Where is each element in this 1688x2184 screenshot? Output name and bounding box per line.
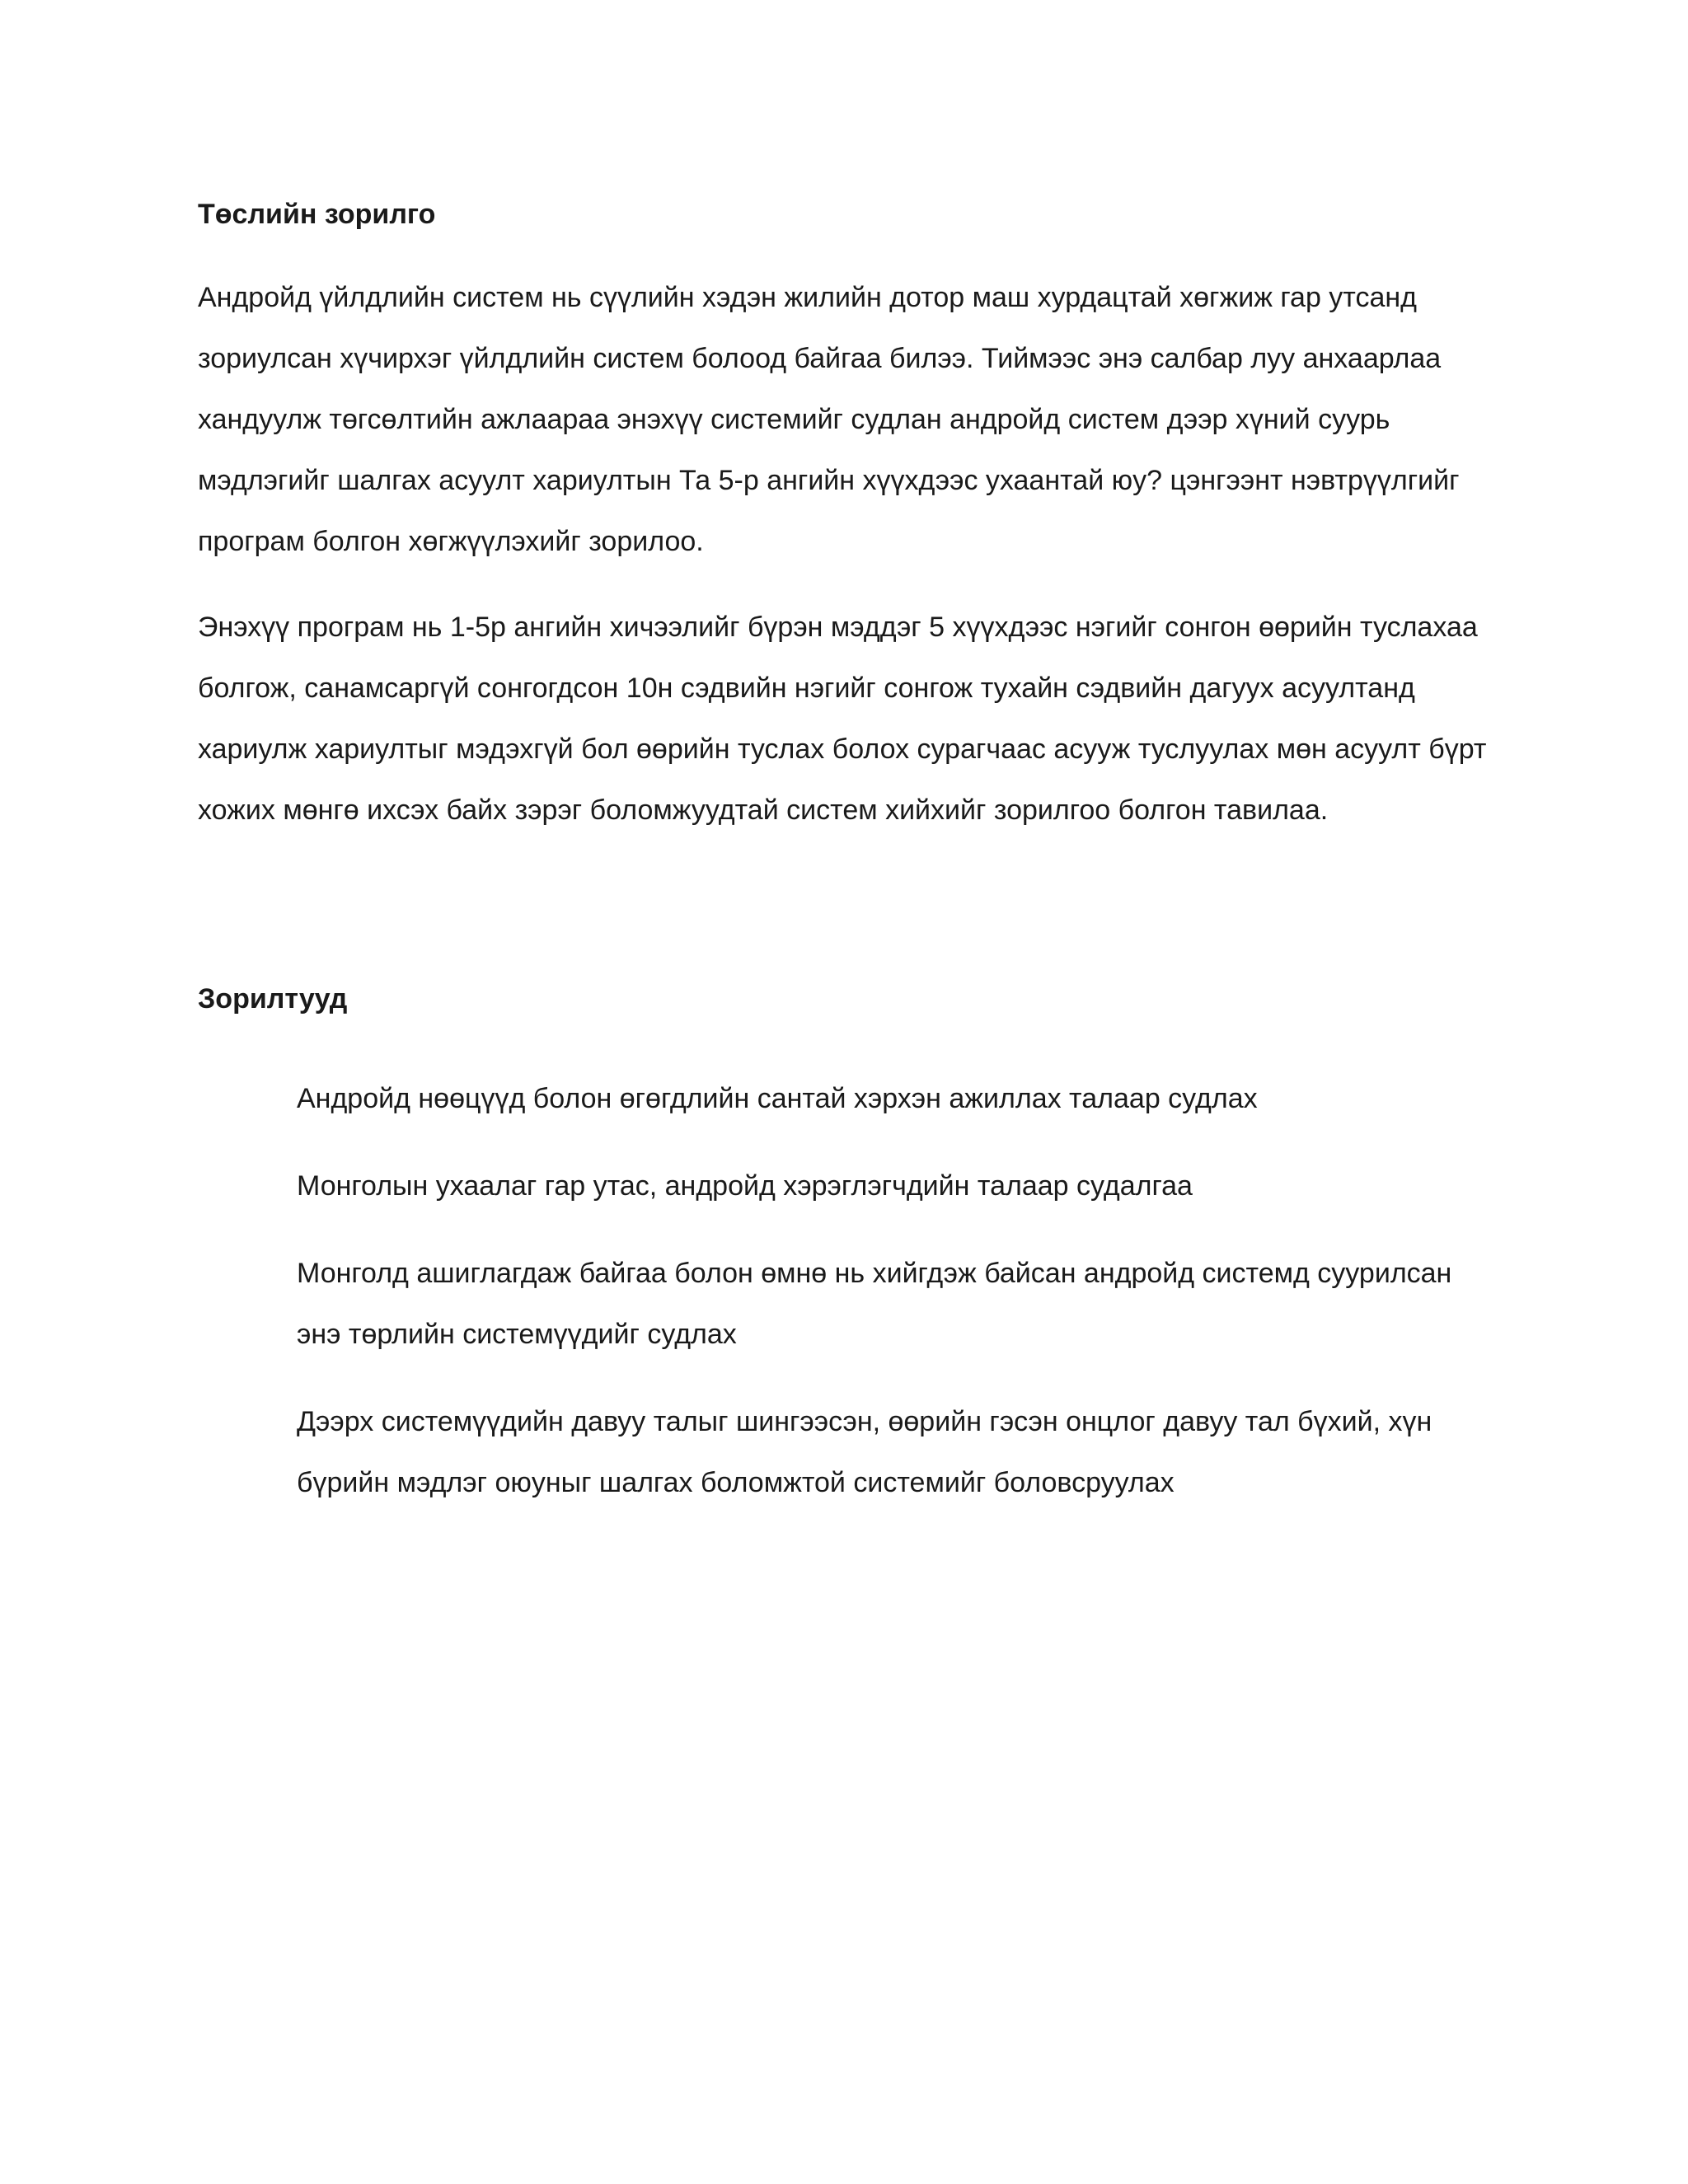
document-content: [198, 196, 1500, 1540]
paragraph-intro: Андройд үйлдлийн систем нь сүүлийн хэдэн жилийн дотор маш хурдацтай хөгжиж гар утсанд зориулсан хүчирхэг үйлдлийн систем болоод байгаа билээ. Тиймээс энэ салбар луу анхаарлаа хандуулж төгсөлтийн ажлаараа энэхүү системийг судлан андройд систем дээр хүний суурь мэдлэгийг шалгах асуулт хариултын Та 5-р ангийн хүүхдээс ухаантай юу? цэнгээнт нэвтрүүлгийг програм болгон хөгжүүлэхийг зорилоо.: [198, 282, 1460, 557]
paragraph-program-description: Энэхүү програм нь 1-5р ангийн хичээлийг бүрэн мэддэг 5 хүүхдээс нэгийг сонгон өөрийн туслахаа болгож, санамсаргүй сонгогдсон 10н сэдвийн нэгийг сонгож тухайн сэдвийн дагуух асуултанд хариулж хариултыг мэдэхгүй бол өөрийн туслах болох сурагчаас асууж туслуулах мөн асуулт бүрт хожих мөнгө ихсэх байх зэрэг боломжуудтай систем хийхийг зорилгоо болгон тавилаа.: [198, 612, 1487, 826]
section-title-project-goal: Төслийн зорилго: [198, 199, 436, 230]
objectives-list: [198, 1068, 1500, 1513]
objective-item-1: Андройд нөөцүүд болон өгөгдлийн сантай хэрхэн ажиллах талаар судлах: [297, 1083, 1258, 1114]
objective-item-4: Дээрх системүүдийн давуу талыг шингээсэн, өөрийн гэсэн онцлог давуу тал бүхий, хүн бүрийн мэдлэг оюуныг шалгах боломжтой системийг боловсруулах: [297, 1406, 1432, 1498]
objective-item-2: Монголын ухаалаг гар утас, андройд хэрэглэгчдийн талаар судалгаа: [297, 1170, 1193, 1202]
section-title-objectives: Зорилтууд: [198, 983, 348, 1015]
objective-item-3: Монголд ашиглагдаж байгаа болон өмнө нь хийгдэж байсан андройд системд суурилсан энэ төрлийн системүүдийг судлах: [297, 1258, 1452, 1350]
